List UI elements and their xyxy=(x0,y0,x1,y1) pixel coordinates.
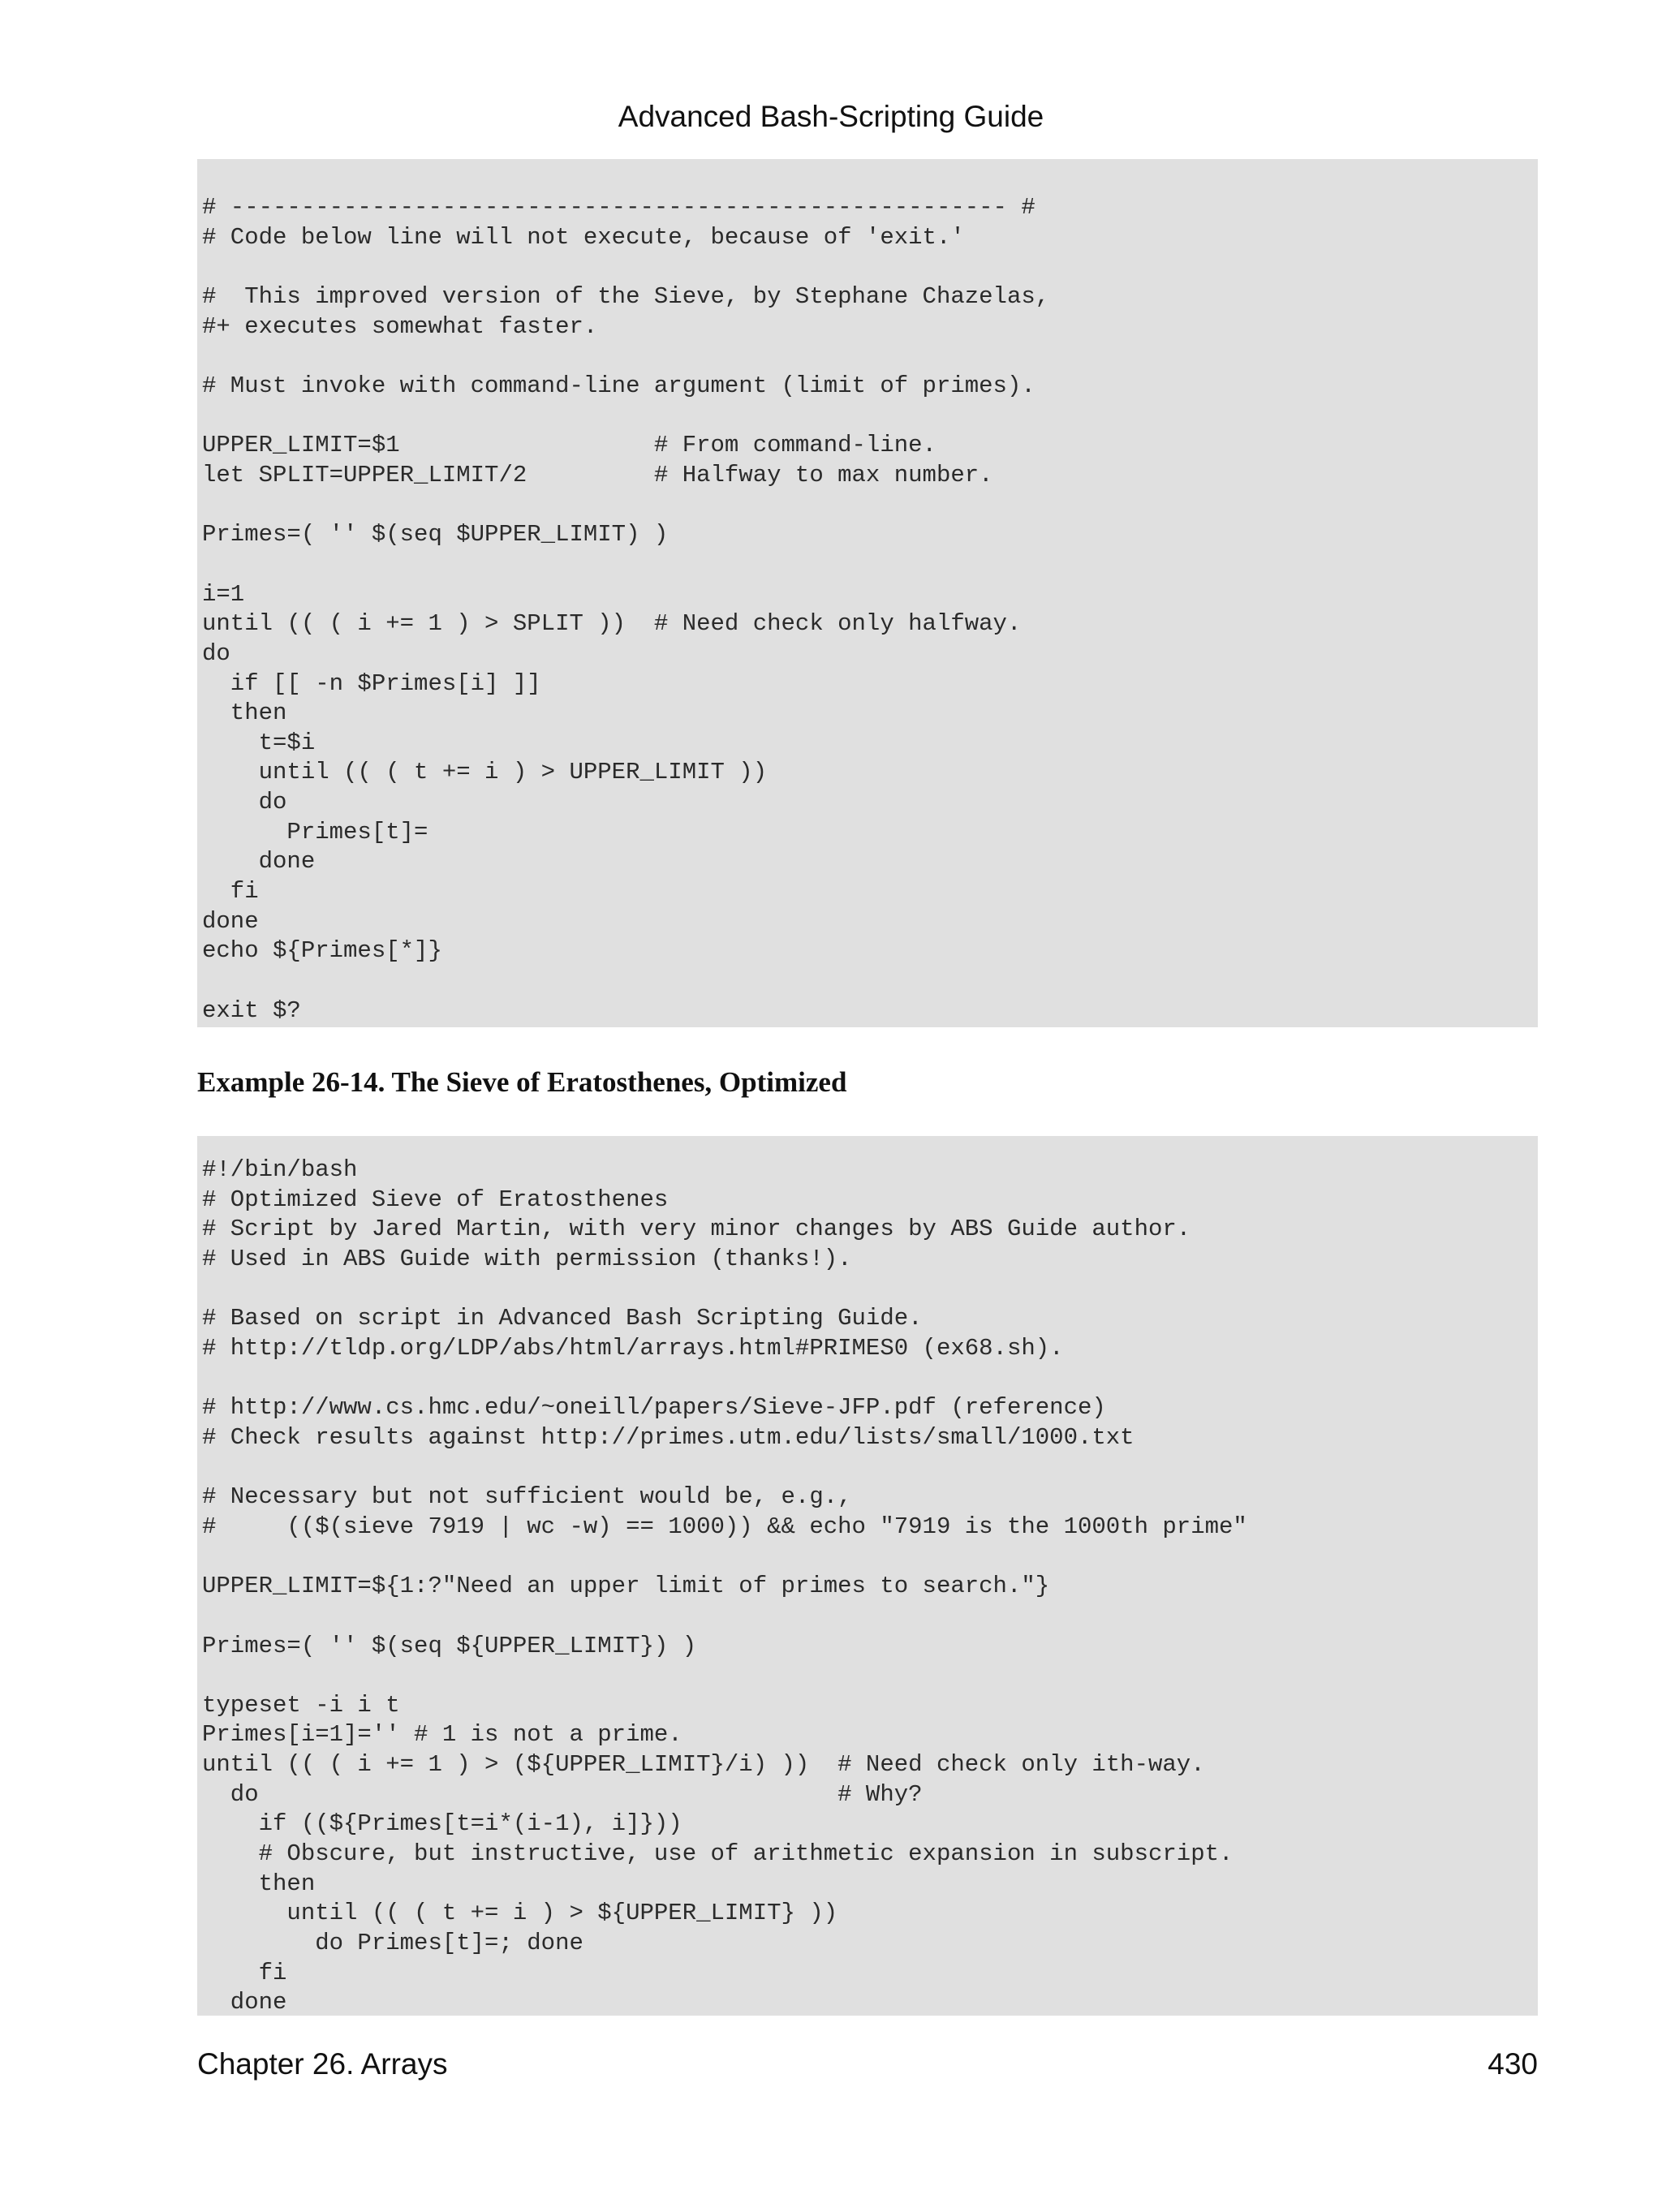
code-listing-sieve-continued: # ------------------------------------------------------- # # Code below line will not execute, because of 'exit.' # This improved version of the Sieve, by Stephane Chazelas, #+ executes somewhat faster. # Must invoke with command-line argument (limit of primes). UPPER_LIMIT=$1 # From command-line. let SPLIT=UPPER_LIMIT/2 # Halfway to max number. Primes=( '' $(seq $UPPER_LIMIT) ) i=1 until (( ( i += 1 ) > SPLIT )) # Need check only halfway. do if [[ -n $Primes[i] ]] then t=$i until (( ( t += i ) > UPPER_LIMIT )) do Primes[t]= done fi done echo ${Primes[*]} exit $? xyxy=(197,159,1538,1027)
example-title: Example 26-14. The Sieve of Eratosthenes, Optimized xyxy=(197,1066,847,1098)
running-header-title: Advanced Bash-Scripting Guide xyxy=(618,100,1044,133)
code-listing-sieve-optimized: #!/bin/bash # Optimized Sieve of Eratosthenes # Script by Jared Martin, with very minor changes by ABS Guide author. # Used in ABS Guide with permission (thanks!). # Based on script in Advanced Bash Scripting Guide. # http://tldp.org/LDP/abs/html/arrays.html#PRIMES0 (ex68.sh). # http://www.cs.hmc.edu/~oneill/papers/Sieve-JFP.pdf (reference) # Check results against http://primes.utm.edu/lists/small/1000.txt # Necessary but not sufficient would be, e.g., # (($(sieve 7919 | wc -w) == 1000)) && echo "7919 is the 1000th prime" UPPER_LIMIT=${1:?"Need an upper limit of primes to search."} Primes=( '' $(seq ${UPPER_LIMIT}) ) typeset -i i t Primes[i=1]='' # 1 is not a prime. until (( ( i += 1 ) > (${UPPER_LIMIT}/i) )) # Need check only ith-way. do # Why? if ((${Primes[t=i*(i-1), i]})) # Obscure, but instructive, use of arithmetic expansion in subscript. then until (( ( t += i ) > ${UPPER_LIMIT} )) do Primes[t]=; done fi done xyxy=(197,1136,1538,2016)
footer-chapter-title: Chapter 26. Arrays xyxy=(197,2047,448,2081)
footer-page-number: 430 xyxy=(1488,2047,1538,2081)
